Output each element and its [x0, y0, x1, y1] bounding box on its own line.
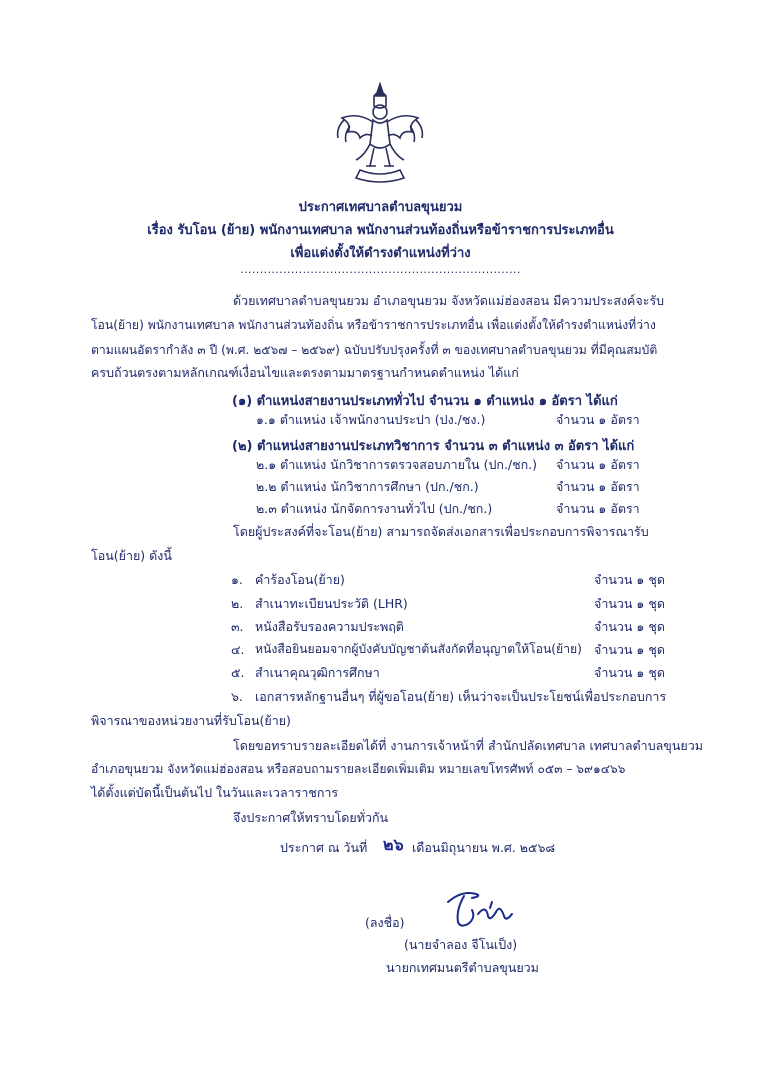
- document-4-num: ๔.: [231, 642, 245, 657]
- handwritten-signature: [442, 888, 516, 932]
- position-2-2-label: ๒.๒ ตำแหน่ง นักวิชาการศึกษา (ปก./ชก.): [256, 479, 479, 494]
- document-2-count: จำนวน ๑ ชุด: [594, 596, 665, 611]
- date-day-handwritten: ๒๖: [383, 835, 404, 854]
- document-3-label: หนังสือรับรองความประพฤติ: [255, 619, 404, 634]
- document-6-num: ๖.: [231, 689, 243, 704]
- closing-statement: จึงประกาศให้ทราบโดยทั่วกัน: [233, 810, 389, 825]
- dotted-separator: ........................................................................: [240, 263, 521, 276]
- contact-line-3: ได้ตั้งแต่บัดนี้เป็นต้นไป ในวันและเวลาราชการ: [91, 785, 339, 800]
- sign-label: (ลงชื่อ): [365, 915, 405, 930]
- document-4-count: จำนวน ๑ ชุด: [594, 642, 665, 657]
- signer-name: (นายจำลอง จีโนเป็ง): [404, 937, 518, 952]
- document-2-label: สำเนาทะเบียนประวัติ (LHR): [255, 596, 408, 611]
- announcement-subject: เรื่อง รับโอน (ย้าย) พนักงานเทศบาล พนักงานส่วนท้องถิ่นหรือข้าราชการประเภทอื่น: [147, 223, 614, 238]
- intro-line-4: ครบถ้วนตรงตามหลักเกณฑ์เงื่อนไขและตรงตามมาตรฐานกำหนดตำแหน่ง ได้แก่: [91, 365, 519, 380]
- document-6-line-1: เอกสารหลักฐานอื่นๆ ที่ผู้ขอโอน(ย้าย) เห็นว่าจะเป็นประโยชน์เพื่อประกอบการ: [255, 689, 667, 704]
- document-1-count: จำนวน ๑ ชุด: [594, 572, 665, 587]
- intro-line-1: ด้วยเทศบาลตำบลขุนยวม อำเภอขุนยวม จังหวัดแม่ฮ่องสอน มีความประสงค์จะรับ: [233, 293, 665, 308]
- position-2-1-label: ๒.๑ ตำแหน่ง นักวิชาการตรวจสอบภายใน (ปก./ชก.): [256, 457, 538, 472]
- documents-intro-line-2: โอน(ย้าย) ดังนี้: [91, 548, 172, 563]
- position-2-2-count: จำนวน ๑ อัตรา: [556, 479, 640, 494]
- intro-line-3: ตามแผนอัตรากำลัง ๓ ปี (พ.ศ. ๒๕๖๗ – ๒๕๖๙) ฉบับปรับปรุงครั้งที่ ๓ ของเทศบาลตำบลขุนยวม ที่มีคุณสมบัติ: [91, 343, 658, 357]
- document-1-label: คำร้องโอน(ย้าย): [255, 572, 345, 587]
- signer-position: นายกเทศมนตรีตำบลขุนยวม: [386, 960, 539, 975]
- group-2-heading: (๒) ตำแหน่งสายงานประเภทวิชาการ จำนวน ๓ ตำแหน่ง ๓ อัตรา ได้แก่: [232, 439, 635, 454]
- documents-intro-line-1: โดยผู้ประสงค์ที่จะโอน(ย้าย) สามารถจัดส่งเอกสารเพื่อประกอบการพิจารณารับ: [233, 524, 649, 539]
- date-prefix: ประกาศ ณ วันที่: [280, 840, 368, 855]
- document-5-count: จำนวน ๑ ชุด: [594, 665, 665, 680]
- document-2-num: ๒.: [231, 596, 244, 611]
- date-suffix: เดือนมิถุนายน พ.ศ. ๒๕๖๘: [412, 840, 556, 855]
- document-4-label: หนังสือยินยอมจากผู้บังคับบัญชาต้นสังกัดที่อนุญาตให้โอน(ย้าย): [255, 642, 582, 656]
- position-1-1-label: ๑.๑ ตำแหน่ง เจ้าพนักงานประปา (ปง./ชง.): [256, 412, 486, 427]
- position-1-1-count: จำนวน ๑ อัตรา: [556, 412, 640, 427]
- position-2-3-label: ๒.๓ ตำแหน่ง นักจัดการงานทั่วไป (ปก./ชก.): [256, 501, 493, 516]
- document-1-num: ๑.: [231, 572, 243, 587]
- contact-line-1: โดยขอทราบรายละเอียดได้ที่ งานการเจ้าหน้าที่ สำนักปลัดเทศบาล เทศบาลตำบลขุนยวม: [233, 738, 703, 753]
- position-2-3-count: จำนวน ๑ อัตรา: [556, 501, 640, 516]
- announcement-title: ประกาศเทศบาลตำบลขุนยวม: [298, 200, 463, 215]
- document-3-num: ๓.: [231, 619, 244, 634]
- position-2-1-count: จำนวน ๑ อัตรา: [556, 457, 640, 472]
- document-6-line-2: พิจารณาของหน่วยงานที่รับโอน(ย้าย): [91, 713, 291, 728]
- intro-line-2: โอน(ย้าย) พนักงานเทศบาล พนักงานส่วนท้องถิ่น หรือข้าราชการประเภทอื่น เพื่อแต่งตั้งให้ดำรงตำแหน่งที่ว่าง: [91, 318, 656, 332]
- announcement-subject-line2: เพื่อแต่งตั้งให้ดำรงตำแหน่งที่ว่าง: [290, 246, 471, 261]
- document-5-num: ๕.: [231, 665, 245, 680]
- garuda-emblem: [330, 82, 430, 186]
- contact-line-2: อำเภอขุนยวม จังหวัดแม่ฮ่องสอน หรือสอบถามรายละเอียดเพิ่มเติม หมายเลขโทรศัพท์ ๐๕๓ – ๖๙๑๔๖๖: [91, 762, 626, 776]
- document-5-label: สำเนาคุณวุฒิการศึกษา: [255, 665, 380, 680]
- group-1-heading: (๑) ตำแหน่งสายงานประเภททั่วไป จำนวน ๑ ตำแหน่ง ๑ อัตรา ได้แก่: [232, 394, 618, 409]
- document-3-count: จำนวน ๑ ชุด: [594, 619, 665, 634]
